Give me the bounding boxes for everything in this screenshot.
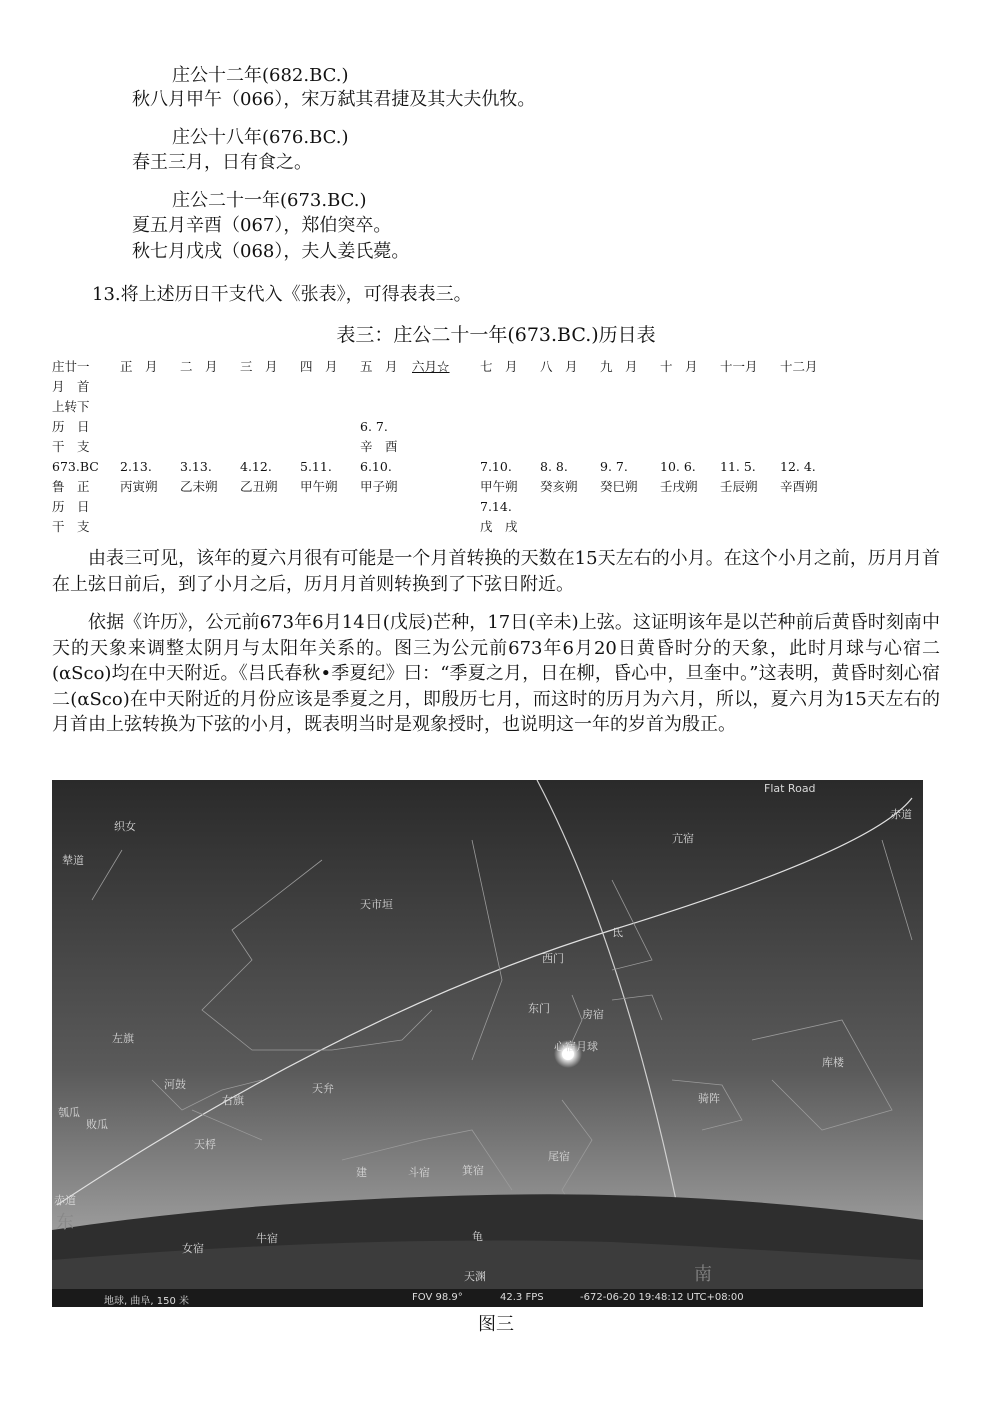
table-cell: 上转下 — [52, 399, 90, 414]
label-jian: 建 — [356, 1166, 367, 1179]
table-cell: 3.13. — [180, 459, 212, 474]
table-header-cell: 九 月 — [600, 359, 638, 374]
table-cell: 12. 4. — [780, 459, 816, 474]
status-fps: 42.3 FPS — [500, 1292, 544, 1303]
label-tianshiyuan: 天市垣 — [360, 898, 393, 911]
table-cell: 5.11. — [300, 459, 332, 474]
label-youqi: 右旗 — [222, 1094, 244, 1107]
sky-background — [52, 780, 923, 1307]
paragraph-1: 由表三可见，该年的夏六月很有可能是一个月首转换的天数在15天左右的小月。在这个小月之前，历月月首在上弦日前后，到了小月之后，历月月首则转换到了下弦日附近。 — [52, 548, 940, 595]
entry-line-2: 春王三月，日有食之。 — [132, 152, 312, 173]
label-tianfu: 天桴 — [194, 1138, 216, 1151]
table-cell: 甲午朔 — [300, 479, 338, 494]
table-cell: 乙未朔 — [180, 479, 218, 494]
table-cell: 癸亥朔 — [540, 479, 578, 494]
table-cell: 辛 酉 — [360, 439, 398, 454]
table-cell: 甲子朔 — [360, 479, 398, 494]
label-dongmen: 东门 — [528, 1002, 550, 1015]
label-gui: 龟 — [472, 1230, 483, 1243]
status-bar — [52, 1289, 923, 1307]
table-header-cell: 三 月 — [240, 359, 278, 374]
label-ximen: 西门 — [542, 952, 564, 965]
label-weisu: 尾宿 — [548, 1150, 570, 1163]
table-cell: 壬辰朔 — [720, 479, 758, 494]
label-flat-road: Flat Road — [764, 782, 816, 795]
status-datetime: -672-06-20 19:48:12 UTC+08:00 — [580, 1292, 744, 1303]
table-cell: 4.12. — [240, 459, 272, 474]
table-cell: 丙寅朔 — [120, 479, 158, 494]
table-cell: 8. 8. — [540, 459, 568, 474]
label-fangsu: 房宿 — [582, 1008, 604, 1021]
table-header-cell: 四 月 — [300, 359, 338, 374]
table-header-cell: 十 月 — [660, 359, 698, 374]
label-east: 东 — [56, 1212, 74, 1233]
table-cell: 6.10. — [360, 459, 392, 474]
entry-line-1: 秋八月甲午（066），宋万弑其君捷及其大夫仇牧。 — [132, 89, 536, 110]
table-cell: 7.14. — [480, 499, 512, 514]
label-kangsu: 亢宿 — [672, 832, 694, 845]
status-fov: FOV 98.9° — [412, 1292, 463, 1303]
table-cell: 9. 7. — [600, 459, 628, 474]
label-nvsu: 女宿 — [182, 1242, 204, 1255]
table-cell: 甲午朔 — [480, 479, 518, 494]
entry-heading-1: 庄公十二年(682.BC.) — [172, 65, 349, 86]
label-baigua: 败瓜 — [86, 1118, 108, 1131]
entry-line-3a: 夏五月辛酉（067），郑伯突卒。 — [132, 215, 392, 236]
label-zhinv: 织女 — [114, 820, 136, 833]
figure-caption: 图三 — [478, 1314, 514, 1335]
table-cell: 历 日 — [52, 499, 90, 514]
table-cell: 月 首 — [52, 379, 90, 394]
label-south: 南 — [694, 1264, 712, 1285]
table-title: 表三：庄公二十一年(673.BC.)历日表 — [336, 324, 656, 346]
table-header-cell: 七 月 — [480, 359, 518, 374]
table-header-cell: 八 月 — [540, 359, 578, 374]
table-header-cell: 十一月 — [720, 359, 758, 374]
table-header-cell: 十二月 — [780, 359, 818, 374]
label-chidao-right: 赤道 — [890, 808, 912, 821]
table-cell: 7.10. — [480, 459, 512, 474]
step-13: 13.将上述历日干支代入《张表》，可得表表三。 — [92, 284, 472, 305]
label-niusu: 牛宿 — [256, 1232, 278, 1245]
entry-heading-3: 庄公二十一年(673.BC.) — [172, 190, 367, 211]
label-tianyuan: 天渊 — [464, 1270, 486, 1283]
label-niandao: 辇道 — [62, 854, 84, 867]
table-cell: 干 支 — [52, 439, 90, 454]
label-chidao-left: 赤道 — [54, 1194, 76, 1207]
table-header-cell: 五 月 — [360, 359, 398, 374]
label-moon: 心宿月球 — [554, 1040, 598, 1053]
table-cell: 戊 戌 — [480, 519, 518, 534]
label-kulou: 库楼 — [822, 1056, 844, 1069]
table-cell: 2.13. — [120, 459, 152, 474]
sky-chart-figure — [52, 780, 923, 1307]
table-header-cell: 六月☆ — [412, 359, 450, 374]
table-cell: 干 支 — [52, 519, 90, 534]
label-dousu: 斗宿 — [408, 1166, 430, 1179]
label-qizhen: 骑阵 — [698, 1092, 720, 1105]
entry-heading-2: 庄公十八年(676.BC.) — [172, 127, 349, 148]
table-cell: 历 日 — [52, 419, 90, 434]
table-cell: 673.BC — [52, 459, 99, 474]
entry-line-3b: 秋七月戊戌（068），夫人姜氏薨。 — [132, 241, 410, 262]
label-piaogua: 瓠瓜 — [58, 1106, 80, 1119]
table-cell: 11. 5. — [720, 459, 756, 474]
table-cell: 10. 6. — [660, 459, 696, 474]
table-header-cell: 二 月 — [180, 359, 218, 374]
table-cell: 壬戌朔 — [660, 479, 698, 494]
table-cell: 鲁 正 — [52, 479, 90, 494]
label-jisu: 箕宿 — [462, 1164, 484, 1177]
table-cell: 乙丑朔 — [240, 479, 278, 494]
label-di: 氐 — [612, 926, 623, 939]
table-cell: 6. 7. — [360, 419, 388, 434]
status-location: 地球, 曲阜, 150 米 — [104, 1296, 189, 1307]
label-tianbian: 天弁 — [312, 1082, 334, 1095]
paragraph-2: 依据《许历》，公元前673年6月14日(戊辰)芒种，17日(辛未)上弦。这证明该年是以芒种前后黄昏时刻南中天的天象来调整太阴月与太阳年关系的。图三为公元前673年6月20日黄昏时分的天象，此时月球与心宿二(αSco)均在中天附近。《吕氏春秋•季夏纪》曰：“季夏之月，日在柳，昏心中，旦奎中。”这表明，黄昏时刻心宿二(αSco)在中天附近的月份应该是季夏之月，即殷历七月，而这时的历月为六月，所以，夏六月为15天左右的月首由上弦转换为下弦的小月，既表明当时是观象授时，也说明这一年的岁首为殷正。 — [52, 612, 940, 735]
label-zuoqi: 左旗 — [112, 1032, 134, 1045]
table-cell: 辛酉朔 — [780, 479, 818, 494]
table-cell: 癸巳朔 — [600, 479, 638, 494]
table-header-cell: 庄廿一 — [52, 359, 90, 374]
table-header-cell: 正 月 — [120, 359, 158, 374]
label-hegu: 河鼓 — [164, 1078, 186, 1091]
